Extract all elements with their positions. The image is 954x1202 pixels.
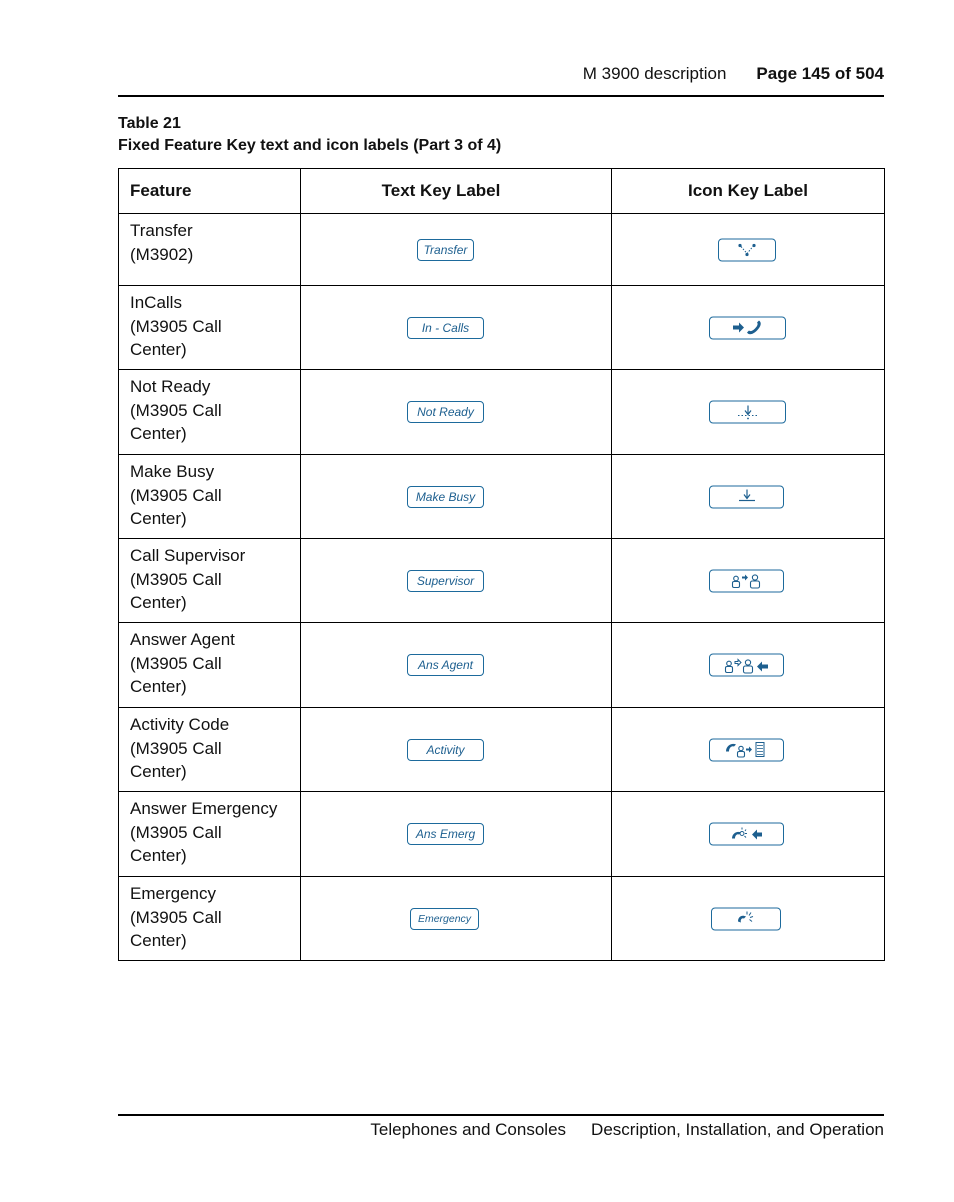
column-header-text-key (301, 169, 612, 214)
text-key-cell (301, 370, 612, 455)
footer-book-subtitle: Description, Installation, and Operation (591, 1120, 884, 1139)
table-caption (118, 113, 501, 157)
text-key-cell (301, 455, 612, 539)
feature-name: Activity Code (130, 715, 230, 734)
table-number: Table 21 (118, 115, 181, 132)
feature-model-cont: Center) (130, 424, 187, 443)
feature-cell (119, 623, 301, 708)
icon-key-cell (612, 623, 885, 708)
feature-model: (M3902) (130, 244, 194, 264)
text-key-label: Transfer (417, 239, 474, 261)
feature-model: (M3905 Call (130, 316, 222, 336)
text-key-cell (301, 214, 612, 286)
table-row (119, 455, 885, 539)
icon-key-cell (612, 877, 885, 961)
page-header (118, 64, 884, 97)
feature-model-cont: Center) (130, 846, 187, 865)
text-key-cell (301, 286, 612, 370)
table-title: Fixed Feature Key text and icon labels (Part 3 of 4) (118, 137, 502, 154)
text-key-cell (301, 539, 612, 623)
icon-key-cell (612, 708, 885, 792)
feature-cell (119, 455, 301, 539)
text-key-label: Activity (407, 739, 484, 761)
answer-agent-icon (709, 654, 784, 677)
text-key-label: Not Ready (407, 401, 484, 423)
text-key-label: Emergency (410, 908, 479, 930)
text-key-cell (301, 623, 612, 708)
icon-key-cell (612, 792, 885, 877)
feature-name: Emergency (130, 884, 216, 903)
feature-model: (M3905 Call (130, 907, 222, 927)
feature-cell (119, 370, 301, 455)
feature-model: (M3905 Call (130, 485, 222, 505)
table-row (119, 214, 885, 286)
feature-model: (M3905 Call (130, 738, 222, 758)
icon-key-cell (612, 214, 885, 286)
icon-key-cell (612, 370, 885, 455)
feature-name: Not Ready (130, 377, 211, 396)
text-key-label: Supervisor (407, 570, 484, 592)
table-row (119, 708, 885, 792)
not-ready-icon (709, 401, 786, 424)
emergency-icon (711, 907, 781, 930)
feature-cell (119, 214, 301, 286)
footer-book-title: Telephones and Consoles (370, 1120, 567, 1139)
text-key-cell (301, 792, 612, 877)
feature-model: (M3905 Call (130, 653, 222, 673)
doc-title: M 3900 description (582, 64, 727, 83)
table-row (119, 877, 885, 961)
make-busy-icon (709, 485, 784, 508)
text-key-label: In - Calls (407, 317, 484, 339)
text-key-label: Ans Emerg (407, 823, 484, 845)
feature-model-cont: Center) (130, 593, 187, 612)
text-key-cell (301, 708, 612, 792)
table-row (119, 792, 885, 877)
call-supervisor-icon (709, 569, 784, 592)
feature-cell (119, 539, 301, 623)
table-header-row (119, 169, 885, 214)
feature-model-cont: Center) (130, 931, 187, 950)
feature-model: (M3905 Call (130, 400, 222, 420)
page-number: Page 145 of 504 (756, 64, 884, 83)
incalls-icon (709, 316, 786, 339)
feature-cell (119, 792, 301, 877)
feature-model-cont: Center) (130, 340, 187, 359)
table-row (119, 286, 885, 370)
table-row (119, 539, 885, 623)
column-header-text-key-label: Text Key Label (381, 181, 501, 200)
feature-name: Answer Agent (130, 630, 235, 649)
table-row (119, 370, 885, 455)
feature-model-cont: Center) (130, 677, 187, 696)
feature-model-cont: Center) (130, 762, 187, 781)
icon-key-cell (612, 286, 885, 370)
icon-key-cell (612, 455, 885, 539)
feature-cell (119, 286, 301, 370)
feature-model: (M3905 Call (130, 822, 222, 842)
table-row (119, 623, 885, 708)
feature-model-cont: Center) (130, 509, 187, 528)
text-key-cell (301, 877, 612, 961)
feature-name: Answer Emergency (130, 799, 278, 818)
page-footer (118, 1114, 884, 1140)
feature-name: Call Supervisor (130, 546, 246, 565)
icon-key-cell (612, 539, 885, 623)
feature-name: Transfer (130, 221, 193, 240)
text-key-label: Ans Agent (407, 654, 484, 676)
feature-key-table (118, 168, 885, 961)
column-header-feature: Feature (119, 169, 301, 214)
feature-cell (119, 877, 301, 961)
feature-model: (M3905 Call (130, 569, 222, 589)
activity-code-icon (709, 738, 784, 761)
feature-cell (119, 708, 301, 792)
column-header-icon-key: Icon Key Label (612, 169, 885, 214)
feature-name: Make Busy (130, 462, 215, 481)
text-key-label: Make Busy (407, 486, 484, 508)
answer-emergency-icon (709, 823, 784, 846)
transfer-icon (718, 238, 776, 261)
feature-name: InCalls (130, 293, 182, 312)
